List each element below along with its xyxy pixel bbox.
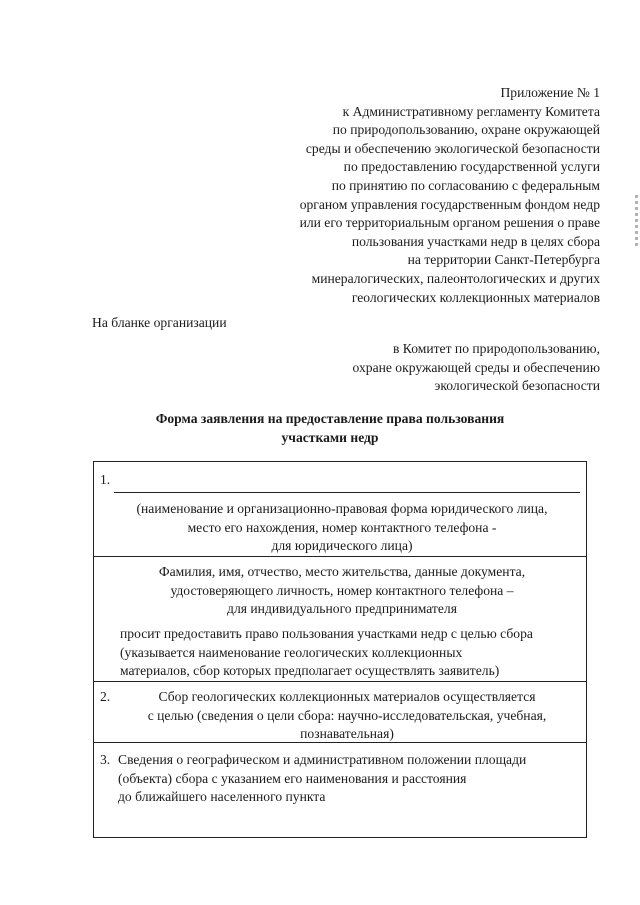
appendix-line: по принятию по согласованию с федеральным: [331, 177, 600, 193]
body-line: с целью (сведения о цели сбора: научно-исследовательская, учебная,: [147, 707, 547, 723]
body-line: (объекта) сбора с указанием его наименования и расстояния: [118, 770, 467, 786]
letterhead-note: На бланке организации: [92, 315, 227, 330]
caption-line: для индивидуального предпринимателя: [227, 601, 457, 616]
addressee-block: [280, 340, 600, 396]
appendix-header: [220, 84, 600, 307]
caption-line: Фамилия, имя, отчество, место жительства, данные документа,: [158, 564, 526, 579]
row-number: 2.: [100, 689, 111, 704]
body-line: Сбор геологических коллекционных материалов осуществляется: [158, 689, 536, 704]
row-number: 3.: [100, 752, 111, 767]
addressee-line: экологической безопасности: [434, 378, 600, 394]
appendix-line: среды и обеспечению экологической безопасности: [305, 140, 600, 156]
addressee-line: в Комитет по природопользованию,: [392, 341, 600, 356]
appendix-line: к Административному регламенту Комитета: [342, 103, 600, 119]
scan-edge-mark: [635, 195, 638, 247]
appendix-line: или его территориальным органом решения о праве: [299, 215, 600, 231]
addressee-line: охране окружающей среды и обеспечению: [352, 359, 600, 375]
caption-line: (наименование и организационно-правовая форма юридического лица,: [136, 501, 548, 516]
appendix-line: пользования участками недр в целях сбора: [351, 233, 600, 249]
row-number: 1.: [100, 472, 111, 487]
body-line: до ближайшего населенного пункта: [118, 789, 326, 804]
entrepreneur-caption: [104, 563, 580, 619]
request-line: просит предоставить право пользования участками недр с целью сбора: [120, 626, 533, 641]
body-line: познавательная): [300, 726, 394, 741]
site-location-row: [94, 742, 586, 837]
individual-entrepreneur-row: [94, 556, 586, 681]
form-title: [120, 410, 540, 447]
appendix-line: органом управления государственным фондом недр: [299, 196, 600, 212]
appendix-line: по природопользованию, охране окружающей: [332, 122, 600, 138]
caption-line: место его нахождения, номер контактного телефона -: [187, 519, 497, 535]
appendix-line: минералогических, палеонтологических и других: [311, 270, 600, 286]
applicant-name-field-line[interactable]: [114, 492, 580, 493]
applicant-name-row: [94, 462, 586, 556]
site-location-text: [118, 751, 580, 807]
request-statement: [120, 625, 580, 681]
caption-line: для юридического лица): [271, 538, 413, 553]
collection-purpose-text: [114, 688, 580, 744]
form-title-line: участками недр: [281, 429, 379, 445]
appendix-line: Приложение № 1: [500, 85, 600, 100]
applicant-name-caption: [104, 500, 580, 556]
application-form-table: [93, 461, 587, 838]
request-line: материалов, сбор которых предполагает осуществлять заявитель): [120, 663, 500, 678]
form-title-line: Форма заявления на предоставление права пользования: [155, 411, 505, 426]
appendix-line: на территории Санкт-Петербурга: [407, 252, 600, 268]
appendix-line: по предоставлению государственной услуги: [343, 159, 600, 175]
appendix-line: геологических коллекционных материалов: [351, 289, 600, 305]
request-line: (указывается наименование геологических коллекционных: [120, 644, 463, 660]
caption-line: удостоверяющего личность, номер контактного телефона –: [170, 582, 514, 598]
collection-purpose-row: [94, 681, 586, 742]
body-line: Сведения о географическом и административном положении площади: [118, 752, 527, 767]
